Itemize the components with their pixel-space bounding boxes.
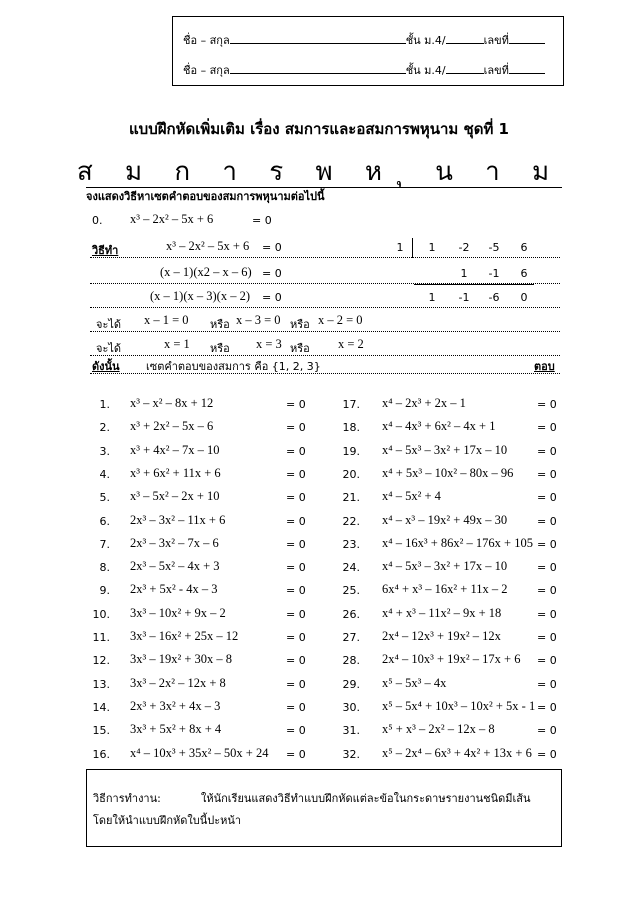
instructions-box bbox=[86, 769, 562, 847]
problem-number: 26. bbox=[342, 607, 360, 621]
synthetic-cell: 6 bbox=[520, 241, 528, 254]
problem-equation: x³ – 5x² – 2x + 10 bbox=[130, 489, 220, 504]
problem-rhs: = 0 bbox=[286, 491, 306, 505]
problem-equation: x⁵ – 2x⁴ – 6x³ + 4x² + 13x + 6 bbox=[382, 745, 532, 760]
problem-number: 2. bbox=[99, 421, 110, 435]
problem-equation: x⁴ – 2x³ + 2x – 1 bbox=[382, 396, 466, 410]
problem-equation: 2x³ – 3x² – 7x – 6 bbox=[130, 535, 219, 550]
problem-number: 25. bbox=[342, 584, 360, 598]
problem-equation: 3x³ + 5x² + 8x + 4 bbox=[130, 722, 222, 737]
problem-number: 28. bbox=[342, 654, 360, 668]
class-label: ชั้น ม.4/ bbox=[405, 34, 446, 47]
synthetic-cell: 6 bbox=[520, 267, 528, 280]
synthetic-divisor: 1 bbox=[396, 241, 404, 254]
problem-number: 3. bbox=[99, 444, 110, 458]
problem-rhs: = 0 bbox=[286, 514, 306, 528]
problem-equation: x⁵ – 5x³ – 4x bbox=[382, 675, 447, 690]
problem-number: 8. bbox=[99, 561, 110, 575]
synthetic-sum-line bbox=[414, 284, 534, 285]
solution-step-1: x³ – 2x² – 5x + 6 bbox=[166, 239, 250, 253]
problem-equation: 2x⁴ – 12x³ + 19x² – 12x bbox=[382, 629, 501, 643]
solution-step-2: (x – 1)(x2 – x – 6) bbox=[160, 265, 252, 279]
problem-rhs: = 0 bbox=[286, 584, 306, 598]
problem-rhs: = 0 bbox=[537, 398, 557, 411]
synthetic-divider-bar bbox=[412, 238, 413, 258]
dotted-line bbox=[90, 331, 560, 332]
conclusion-label: ดังนั้น bbox=[92, 360, 120, 373]
problem-equation: x⁴ – 16x³ + 86x² – 176x + 105 bbox=[382, 535, 533, 550]
problem-rhs: = 0 bbox=[537, 584, 557, 598]
problem-equation: x⁴ + 5x³ – 10x² – 80x – 96 bbox=[382, 465, 514, 480]
problem-number: 18. bbox=[342, 421, 360, 435]
problem-rhs: = 0 bbox=[537, 467, 557, 481]
root-value: x = 3 bbox=[256, 337, 282, 351]
roots-line-2-prefix: จะได้ bbox=[96, 342, 122, 355]
work-method-text-2: โดยให้นำแบบฝึกหัดใบนี้ปะหน้า bbox=[93, 814, 242, 827]
problem-rhs: = 0 bbox=[286, 747, 306, 761]
problem-rhs: = 0 bbox=[286, 700, 306, 714]
problem-equation: x⁴ – 5x³ – 3x² + 17x – 10 bbox=[382, 559, 508, 574]
problem-equation: x³ + 2x² – 5x – 6 bbox=[130, 419, 214, 434]
name-blank[interactable] bbox=[230, 33, 406, 44]
problem-equation: x⁴ – 5x² + 4 bbox=[382, 489, 441, 504]
solution-step-3: (x – 1)(x – 3)(x – 2) bbox=[150, 289, 250, 303]
synthetic-cell: -6 bbox=[488, 291, 500, 304]
root-factor: x – 1 = 0 bbox=[144, 313, 189, 327]
problem-rhs: = 0 bbox=[537, 700, 557, 714]
or-label: หรือ bbox=[290, 342, 310, 355]
problem-number: 12. bbox=[92, 654, 110, 668]
or-label: หรือ bbox=[290, 318, 310, 331]
synthetic-cell: -2 bbox=[458, 241, 470, 254]
problem-number: 5. bbox=[99, 491, 110, 505]
problem-equation: x⁵ – 5x⁴ + 10x³ – 10x² + 5x - 1 bbox=[382, 698, 536, 713]
name-blank[interactable] bbox=[230, 63, 406, 74]
name-label: ชื่อ – สกุล bbox=[183, 64, 230, 77]
problem-rhs: = 0 bbox=[537, 677, 557, 691]
problem-number: 6. bbox=[99, 514, 110, 528]
problem-number: 32. bbox=[342, 747, 360, 761]
problem-equation: x⁴ + x³ – 11x² – 9x + 18 bbox=[382, 605, 502, 620]
solution-label: วิธีทำ bbox=[92, 244, 119, 257]
problem-rhs: = 0 bbox=[286, 561, 306, 575]
problem-number: 21. bbox=[342, 491, 360, 505]
example-equation: x³ – 2x² – 5x + 6 bbox=[130, 212, 214, 226]
or-label: หรือ bbox=[210, 342, 230, 355]
number-label: เลขที่ bbox=[483, 64, 509, 77]
problem-number: 23. bbox=[342, 537, 360, 551]
problem-equation: x⁴ – x³ – 19x² + 49x – 30 bbox=[382, 512, 508, 527]
problem-number: 24. bbox=[342, 561, 360, 575]
problem-number: 19. bbox=[342, 444, 360, 458]
dotted-line bbox=[90, 373, 560, 374]
work-method-label: วิธีการทำงาน: bbox=[93, 792, 161, 805]
class-blank[interactable] bbox=[446, 33, 484, 44]
problem-equation: 3x³ – 16x² + 25x – 12 bbox=[130, 629, 239, 643]
problem-rhs: = 0 bbox=[537, 607, 557, 621]
worksheet-title: แบบฝึกหัดเพิ่มเติม เรื่อง สมการและอสมการพหุนาม ชุดที่ 1 bbox=[129, 120, 509, 138]
synthetic-cell: 0 bbox=[520, 291, 528, 304]
problem-rhs: = 0 bbox=[286, 677, 306, 691]
problem-equation: 3x³ – 19x² + 30x – 8 bbox=[130, 652, 233, 667]
problem-rhs: = 0 bbox=[286, 421, 306, 435]
class-label: ชั้น ม.4/ bbox=[405, 64, 446, 77]
dotted-line bbox=[90, 257, 560, 258]
problem-equation: x³ + 6x² + 11x + 6 bbox=[130, 465, 221, 480]
work-method-text: ให้นักเรียนแสดงวิธีทำแบบฝึกหัดแต่ละข้อในกระดาษรายงานชนิดมีเส้น bbox=[201, 792, 531, 805]
problem-number: 4. bbox=[99, 467, 110, 481]
problem-rhs: = 0 bbox=[286, 631, 306, 644]
problem-equation: 3x³ – 2x² – 12x + 8 bbox=[130, 675, 226, 690]
dotted-line bbox=[90, 307, 560, 308]
problem-rhs: = 0 bbox=[537, 747, 557, 761]
problem-rhs: = 0 bbox=[537, 514, 557, 528]
instruction: จงแสดงวิธีหาเซตคำตอบของสมการพหุนามต่อไปนี้ bbox=[86, 190, 325, 203]
problem-equation: 2x³ + 3x² + 4x – 3 bbox=[130, 698, 221, 713]
problem-number: 17. bbox=[342, 398, 360, 411]
problem-number: 15. bbox=[92, 724, 110, 738]
number-label: เลขที่ bbox=[483, 34, 509, 47]
or-label: หรือ bbox=[210, 318, 230, 331]
problem-number: 1. bbox=[99, 398, 110, 411]
solution-step-3-rhs: = 0 bbox=[262, 291, 282, 304]
student-info-row-1 bbox=[183, 31, 545, 49]
root-value: x = 1 bbox=[164, 337, 190, 351]
root-factor: x – 2 = 0 bbox=[318, 313, 363, 327]
problem-rhs: = 0 bbox=[537, 724, 557, 738]
problem-number: 27. bbox=[342, 631, 360, 644]
problem-number: 31. bbox=[342, 724, 360, 738]
problem-equation: 3x³ – 10x² + 9x – 2 bbox=[130, 605, 226, 620]
problem-rhs: = 0 bbox=[537, 444, 557, 458]
problem-rhs: = 0 bbox=[537, 654, 557, 668]
problem-equation: x⁴ – 4x³ + 6x² – 4x + 1 bbox=[382, 419, 496, 434]
root-value: x = 2 bbox=[338, 337, 364, 351]
problem-equation: x⁵ + x³ – 2x² – 12x – 8 bbox=[382, 722, 495, 737]
problem-rhs: = 0 bbox=[286, 398, 306, 411]
conclusion-text: เซตคำตอบของสมการ คือ {1, 2, 3} bbox=[146, 360, 321, 373]
problem-rhs: = 0 bbox=[537, 421, 557, 435]
root-factor: x – 3 = 0 bbox=[236, 313, 281, 327]
number-blank[interactable] bbox=[509, 33, 545, 44]
problem-equation: x³ + 4x² – 7x – 10 bbox=[130, 442, 220, 457]
solution-step-1-rhs: = 0 bbox=[262, 241, 282, 254]
problem-number: 14. bbox=[92, 700, 110, 714]
answer-label: ตอบ bbox=[534, 360, 555, 373]
problem-number: 20. bbox=[342, 467, 360, 481]
problem-number: 22. bbox=[342, 514, 360, 528]
problem-number: 16. bbox=[92, 747, 110, 761]
problem-equation: 2x³ – 5x² – 4x + 3 bbox=[130, 559, 220, 574]
problem-equation: 2x⁴ – 10x³ + 19x² – 17x + 6 bbox=[382, 652, 521, 667]
problem-rhs: = 0 bbox=[537, 631, 557, 644]
solution-step-2-rhs: = 0 bbox=[262, 267, 282, 280]
problem-equation: x³ – x² – 8x + 12 bbox=[130, 396, 214, 410]
example-number: 0. bbox=[92, 214, 103, 227]
synthetic-cell: -5 bbox=[488, 241, 500, 254]
problem-rhs: = 0 bbox=[286, 724, 306, 738]
problem-rhs: = 0 bbox=[537, 561, 557, 575]
problem-number: 10. bbox=[92, 607, 110, 621]
dotted-line bbox=[90, 355, 560, 356]
class-blank[interactable] bbox=[446, 63, 484, 74]
synthetic-cell: 1 bbox=[428, 241, 436, 254]
problem-equation: 6x⁴ + x³ – 16x² + 11x – 2 bbox=[382, 582, 508, 597]
problem-equation: x⁴ – 5x³ – 3x² + 17x – 10 bbox=[382, 442, 508, 457]
example-rhs: = 0 bbox=[252, 214, 272, 227]
problem-rhs: = 0 bbox=[537, 491, 557, 505]
topic-banner: ส ม ก า ร พ ห ุ น า ม bbox=[76, 157, 562, 187]
synthetic-cell: -1 bbox=[458, 291, 470, 304]
synthetic-cell: 1 bbox=[428, 291, 436, 304]
problem-rhs: = 0 bbox=[286, 444, 306, 458]
number-blank[interactable] bbox=[509, 63, 545, 74]
synthetic-cell: -1 bbox=[488, 267, 500, 280]
problem-number: 13. bbox=[92, 677, 110, 691]
problem-equation: x⁴ – 10x³ + 35x² – 50x + 24 bbox=[130, 745, 269, 760]
problem-equation: 2x³ + 5x² - 4x – 3 bbox=[130, 582, 218, 597]
problem-number: 30. bbox=[342, 700, 360, 714]
student-info-row-2 bbox=[183, 61, 545, 79]
problem-rhs: = 0 bbox=[286, 607, 306, 621]
name-label: ชื่อ – สกุล bbox=[183, 34, 230, 47]
problem-number: 9. bbox=[99, 584, 110, 598]
student-info-box bbox=[172, 16, 564, 86]
problem-rhs: = 0 bbox=[537, 537, 557, 551]
roots-line-1-prefix: จะได้ bbox=[96, 318, 122, 331]
problem-rhs: = 0 bbox=[286, 654, 306, 668]
problem-equation: 2x³ – 3x² – 11x + 6 bbox=[130, 512, 226, 527]
problem-rhs: = 0 bbox=[286, 467, 306, 481]
problem-number: 29. bbox=[342, 677, 360, 691]
problem-rhs: = 0 bbox=[286, 537, 306, 551]
problem-number: 7. bbox=[99, 537, 110, 551]
synthetic-cell: 1 bbox=[460, 267, 468, 280]
problem-number: 11. bbox=[92, 631, 110, 644]
